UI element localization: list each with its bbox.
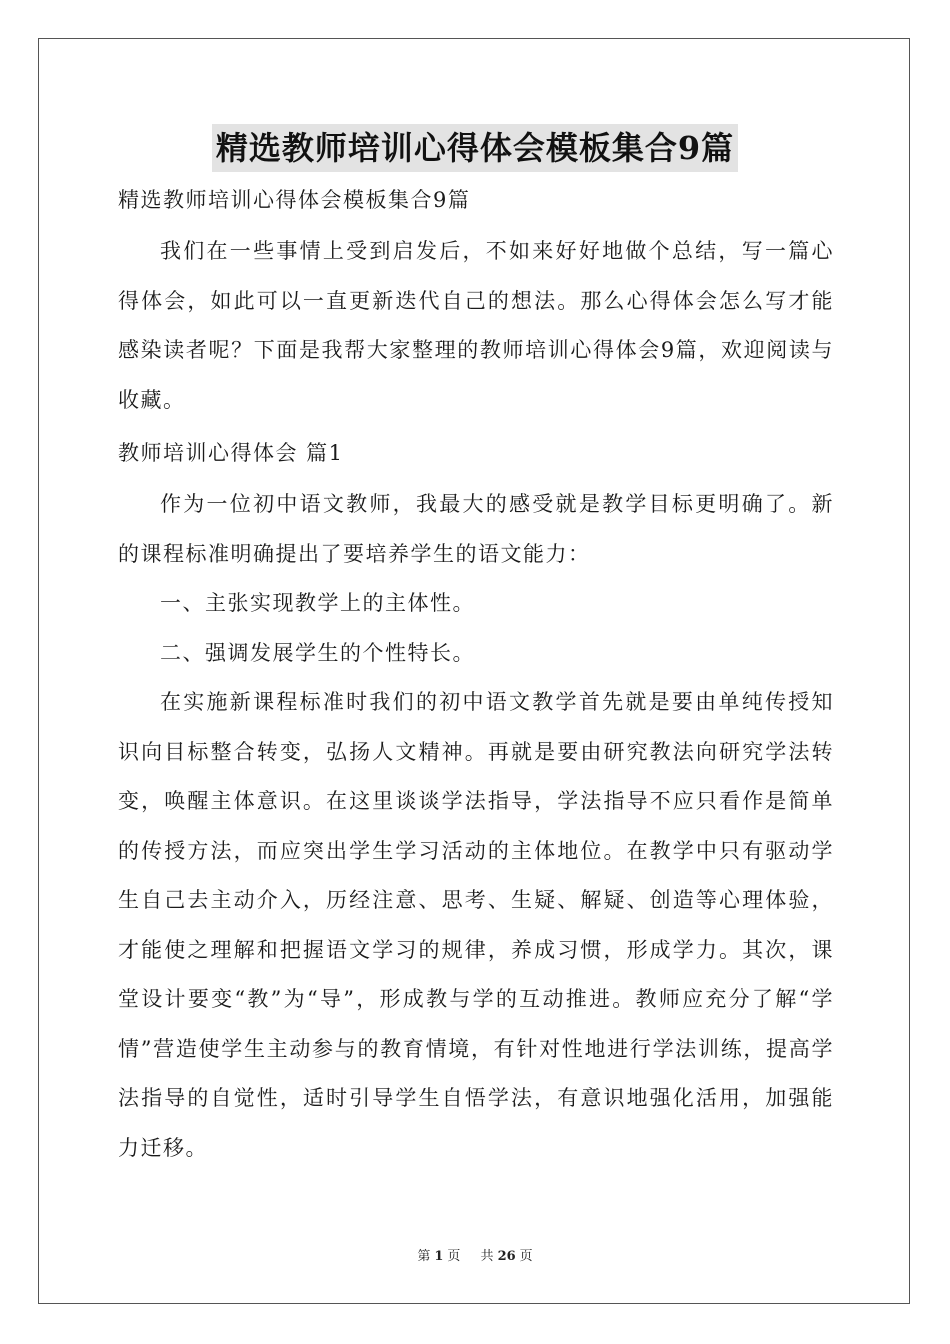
page-indicator	[413, 1249, 464, 1264]
section-heading: 教师培训心得体会 篇1	[118, 441, 344, 465]
page-prefix: 第	[417, 1249, 431, 1264]
page-footer	[0, 1245, 950, 1264]
total-prefix: 共	[480, 1249, 494, 1264]
body-paragraph: 在实施新课程标准时我们的初中语文教学首先就是要由单纯传授知识向目标整合转变，弘扬人文精神。再就是要由研究教法向研究学法转变，唤醒主体意识。在这里谈谈学法指导，学法指导不应只看作是简单的传授方法，而应突出学生学习活动的主体地位。在教学中只有驱动学生自己去主动介入，历经注意、思考、生疑、解疑、创造等心理体验，才能使之理解和把握语文学习的规律，养成习惯，形成学力。其次，课堂设计要变“教”为“导”，形成教与学的互动推进。教师应充分了解“学情”营造使学生主动参与的教育情境，有针对性地进行学法训练，提高学法指导的自觉性，适时引导学生自悟学法，有意识地强化活用，加强能力迁移。	[118, 690, 834, 1160]
body-paragraph: 一、主张实现教学上的主体性。	[160, 591, 475, 615]
intro-paragraph: 我们在一些事情上受到启发后，不如来好好地做个总结，写一篇心得体会，如此可以一直更新迭代自己的想法。那么心得体会怎么写才能感染读者呢？下面是我帮大家整理的教师培训心得体会9篇，欢迎阅读与收藏。	[118, 239, 834, 412]
document-subtitle: 精选教师培训心得体会模板集合9篇	[118, 188, 471, 212]
document-body	[118, 178, 834, 1173]
body-paragraph: 二、强调发展学生的个性特长。	[160, 640, 475, 665]
total-indicator	[477, 1249, 537, 1264]
body-paragraph: 作为一位初中语文教师，我最大的感受就是教学目标更明确了。新的课程标准明确提出了要培养学生的语文能力：	[118, 492, 834, 566]
document-title: 精选教师培训心得体会模板集合9篇	[212, 124, 738, 172]
total-pages: 26	[497, 1249, 516, 1264]
page-number: 1	[434, 1249, 444, 1264]
total-suffix: 页	[519, 1249, 533, 1264]
page-suffix: 页	[447, 1249, 461, 1264]
title-container	[0, 124, 950, 172]
